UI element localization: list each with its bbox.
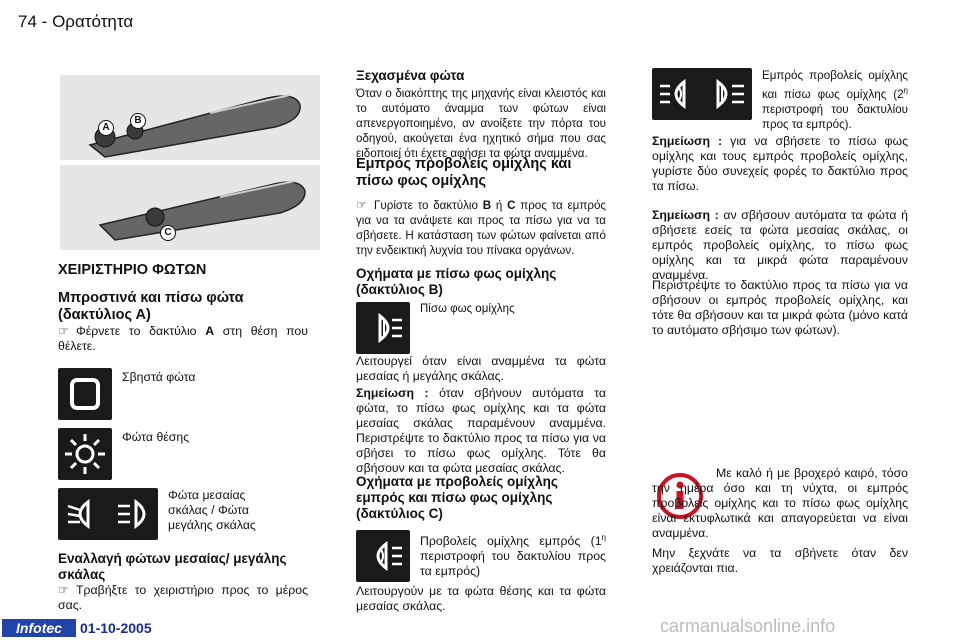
fog-warning-text: Με καλό ή με βροχερό καιρό, τόσο την ημέρα όσο και τη νύχτα, οι εμπρός προβολείς ομίχλης και το πίσω φως ομίχλης είναι εκτυφλωτικά και απαγορεύεται να είναι αναμμένα. [652,466,908,540]
lights-off-icon [58,368,112,420]
label-beams: Φώτα μεσαίας σκάλας / Φώτα μεγάλης σκάλας [168,488,256,532]
label-lights-off: Σβηστά φώτα [122,370,196,384]
header-separator: - [41,12,48,31]
sub-title-ring-a: Μπροστινά και πίσω φώτα (δακτύλιος Α) [58,290,244,323]
front-and-rear-fog-label: Εμπρός προβολείς ομίχλης και πίσω φως ομίχλης ($2^\eta$ περιστροφή του δακτυλίου προς τα εμπρός). [762,69,908,131]
front-and-rear-fog-icon [652,68,752,120]
watermark: carmanualsonline.info [660,616,836,636]
switch-instruction: ☞ Τραβήξτε το χειριστήριο προς το μέρος σας. [58,583,308,612]
front-fog-light-icon [356,530,410,582]
fog-reminder-text: Μην ξεχνάτε να τα σβήνετε όταν δεν χρειάζονται πια. [652,546,908,575]
front-fog-works-text: Λειτουργούν με τα φώτα θέσης και τα φώτα μεσαίας σκάλας. [356,584,606,613]
pointer-bullet-icon: ☞ [58,324,70,338]
note-switch-off-fog: Σημείωση : για να σβήσετε το πίσω φως ομίχλης και τους εμπρός προβολείς ομίχλης, γυρίστε δύο συνεχείς φορές το δακτύλιο προς τα πίσω. [652,134,908,193]
turn-ring-instruction: ☞ Γυρίστε το δακτύλιο B ή C προς τα εμπρός για να τα ανάψετε και προς τα πίσω για να τα σβήσετε. Η κατάσταση των φώτων φαίνεται από την ενδεικτική λυχνία του πίνακα οργάνων. [356,199,606,257]
page-number: 74 [18,12,37,31]
footer-date: 01-10-2005 [80,620,152,636]
lever-label-b: B [130,113,146,129]
lever-label-c: C [160,225,176,241]
rear-fog-works-text: Λειτουργεί όταν είναι αναμμένα τα φώτα μεσαίας ή μεγάλης σκάλας. [356,354,606,383]
turn-back-text: Περιστρέψτε το δακτύλιο προς τα πίσω για να σβήσουν οι εμπρός προβολείς ομίχλης, και τότε θα σβήσουν και τα μικρά φώτα (μόνο κατά το αυτόματο σβήσιμο των φώτων). [652,278,908,337]
vehicles-ring-c-title: Οχήματα με προβολείς ομίχλης εμπρός και πίσω φως ομίχλης (δακτύλιος C) [356,474,558,521]
forgot-lights-title: Ξεχασμένα φώτα [356,68,465,83]
infotec-logo: Infotec [2,619,76,637]
rear-fog-light-icon [356,302,410,354]
pointer-bullet-icon: ☞ [356,199,367,212]
rear-fog-label: Πίσω φως ομίχλης [420,303,515,315]
position-lights-icon [58,428,112,480]
section-title: ΧΕΙΡΙΣΤΗΡΙΟ ΦΩΤΩΝ [58,262,207,278]
dipped-main-beam-icon [58,488,158,540]
section-name: Ορατότητα [52,12,134,31]
forgot-lights-text: Όταν ο διακόπτης της μηχανής είναι κλειστός και το αυτόματο άναμμα των φώτων είναι απενεργοποιημένο, αν ανοίξετε την πόρτα του οδηγού, ακούγεται ένα ηχητικό σήμα που σας ειδοποιεί ότι έχετε αφήσει τα φώτα αναμμένα. [356,87,606,160]
note-automatic-off: Σημείωση : αν σβήσουν αυτόματα τα φώτα ή σβήσετε εσείς τα φώτα μεσαίας σκάλας, οι εμπρός προβολείς ομίχλης, το πίσω φως ομίχλης και τα μικρά φώτα παραμένουν αναμμένα. [652,208,908,282]
vehicles-ring-b-title: Οχήματα με πίσω φως ομίχλης (δακτύλιος B) [356,266,557,297]
instruction-ring-a: ☞ Φέρνετε το δακτύλιο A στη θέση που θέλετε. [58,324,308,353]
lever-label-a: A [98,120,114,136]
lever-illustration-c [60,165,320,250]
switch-title: Εναλλαγή φώτων μεσαίας/ μεγάλης σκάλας [58,551,287,582]
lever-illustration-a [60,75,320,160]
rear-fog-note: Σημείωση : όταν σβήνουν αυτόματα τα φώτα, το πίσω φως ομίχλης και τα φώτα μεσαίας σκάλας παραμένουν αναμμένα. Περιστρέψτε το δακτύλιο προς τα πίσω για να σβήσει το πίσω φως ομίχλης. Τότε θα σβήσουν και τα φώτα μεσαίας σκάλας. [356,386,606,475]
page-header [18,12,133,32]
fog-lights-title: Εμπρός προβολείς ομίχλης και πίσω φως ομίχλης [356,156,572,189]
front-fog-label: Προβολείς ομίχλης εμπρός ($1^\eta$ περιστροφή του δακτυλίου προς τα εμπρός) [420,533,606,579]
label-position-lights: Φώτα θέσης [122,430,190,444]
pointer-bullet-icon: ☞ [58,583,70,597]
